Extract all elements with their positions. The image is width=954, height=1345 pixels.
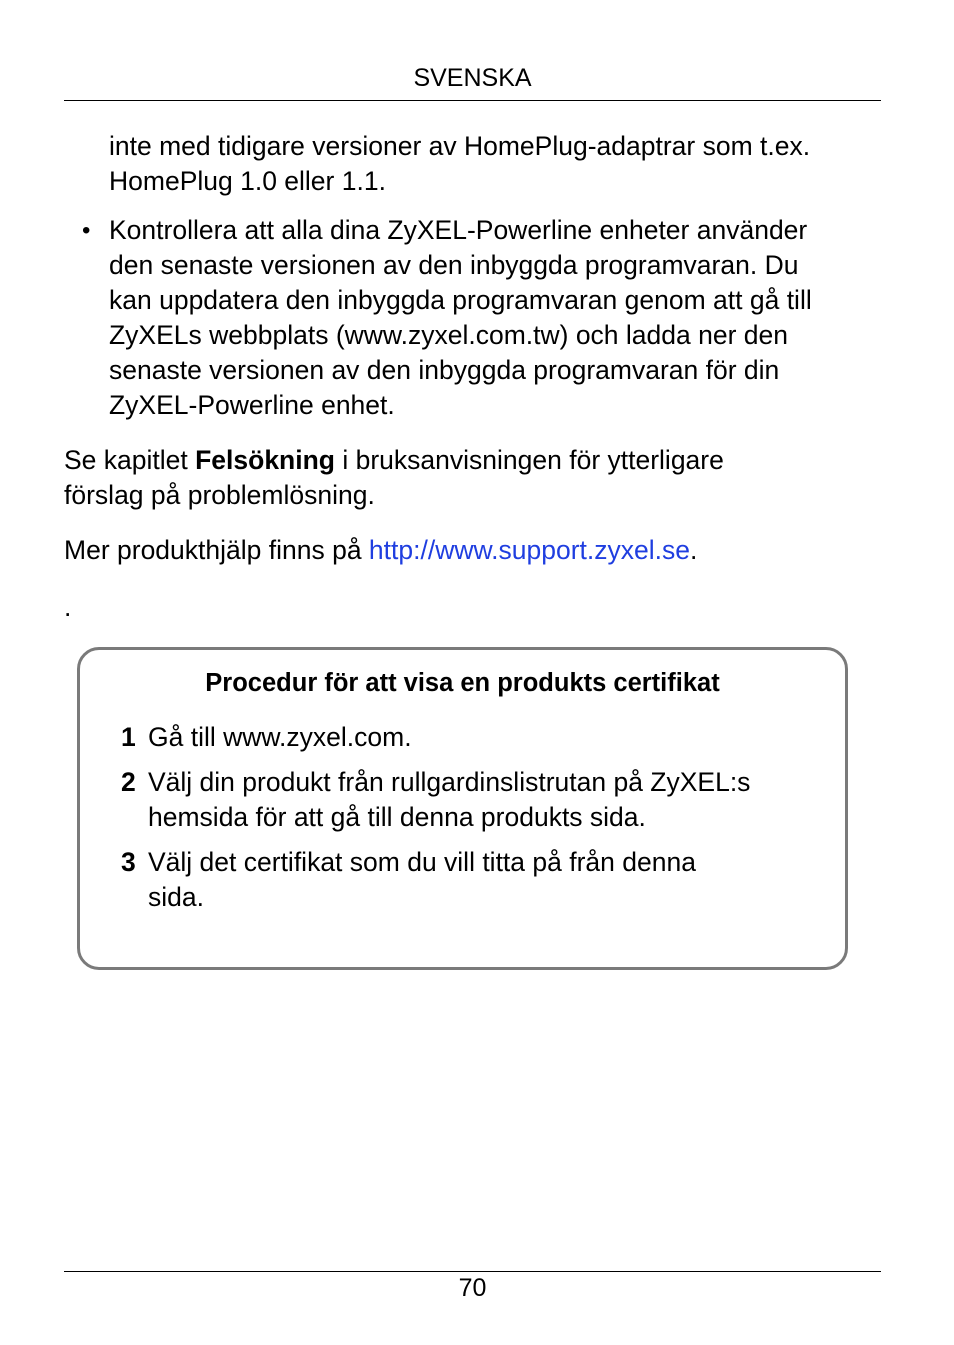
text-span: Mer produkthjälp finns på [64, 535, 369, 565]
text-span: . [690, 535, 698, 565]
text-line: senaste versionen av den inbyggda programvaran för din [109, 355, 780, 385]
text-line: ZyXEL-Powerline enhet. [109, 390, 395, 420]
bullet-marker: • [82, 217, 91, 244]
procedure-title: Procedur för att visa en produkts certifikat [205, 669, 720, 697]
step-number: 3 [121, 847, 136, 877]
text-line: inte med tidigare versioner av HomePlug-adaptrar som t.ex. [109, 131, 811, 161]
step-text [148, 845, 696, 915]
running-header: SVENSKA [413, 64, 532, 92]
stray-period: . [64, 592, 72, 622]
text-line: Kontrollera att alla dina ZyXEL-Powerline enheter använder [109, 215, 808, 245]
step-text [148, 720, 412, 755]
text-line: den senaste versionen av den inbyggda programvaran. Du [109, 250, 799, 280]
step-number: 1 [121, 722, 136, 752]
step-number: 2 [121, 767, 136, 797]
text-span: i bruksanvisningen för ytterligare [335, 445, 724, 475]
text-line: Välj din produkt från rullgardinslistrutan på ZyXEL:s [148, 767, 751, 797]
text-span: Se kapitlet [64, 445, 196, 475]
text-line: hemsida för att gå till denna produkts sida. [148, 802, 646, 832]
troubleshooting-paragraph [64, 443, 724, 513]
support-link[interactable]: http://www.support.zyxel.se [368, 535, 691, 565]
step-text [148, 765, 750, 835]
text-line: sida. [148, 882, 204, 912]
text-line: HomePlug 1.0 eller 1.1. [109, 166, 386, 196]
text-line: Gå till www.zyxel.com. [148, 722, 412, 752]
text-line: förslag på problemlösning. [64, 480, 375, 510]
continuation-paragraph [109, 129, 810, 199]
header-rule [64, 100, 881, 101]
text-line: kan uppdatera den inbyggda programvaran genom att gå till [109, 285, 812, 315]
help-paragraph [64, 533, 697, 568]
text-line: ZyXELs webbplats (www.zyxel.com.tw) och ladda ner den [109, 320, 788, 350]
bullet-item-firmware [109, 213, 812, 423]
page-number: 70 [458, 1274, 487, 1302]
chapter-reference: Felsökning [195, 445, 335, 475]
text-line [64, 443, 724, 478]
text-line: Välj det certifikat som du vill titta på från denna [148, 847, 696, 877]
